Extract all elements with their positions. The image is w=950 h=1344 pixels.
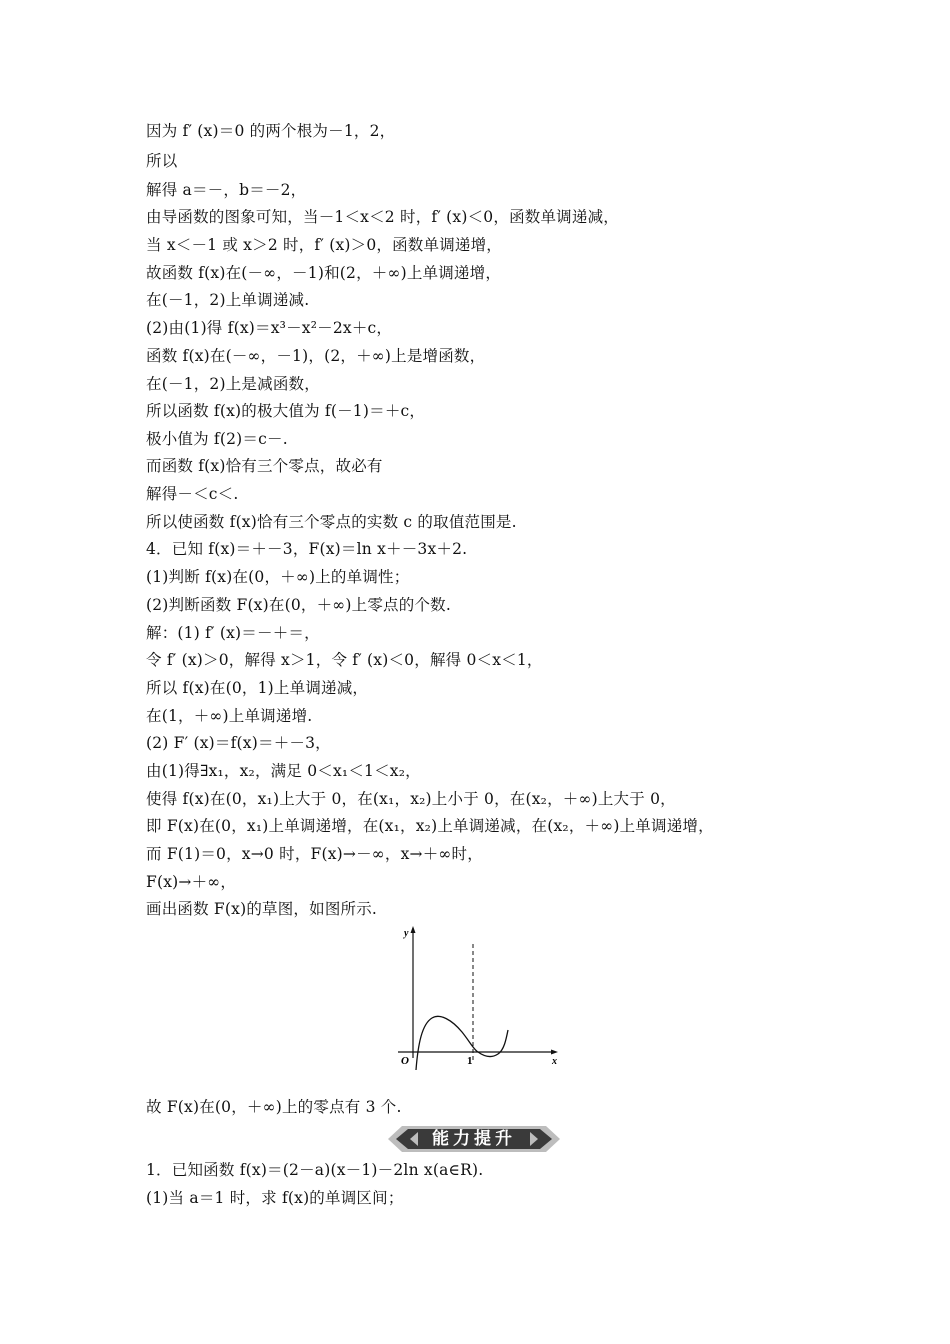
section-banner [388, 1122, 560, 1156]
text-line: (1)当 a＝1 时，求 f(x)的单调区间； [146, 1189, 404, 1207]
text-line: 由(1)得∃x₁，x₂，满足 0＜x₁＜1＜x₂， [146, 762, 421, 780]
text-line: (2)判断函数 F(x)在(0，＋∞)上零点的个数. [146, 596, 451, 614]
text-line: 所以 f(x)在(0，1)上单调递减， [146, 679, 369, 697]
text-line: 在(－1，2)上单调递减. [146, 291, 310, 309]
text-line: 使得 f(x)在(0，x₁)上大于 0，在(x₁，x₂)上小于 0，在(x₂，＋∞)上大于 0， [146, 790, 676, 808]
text-line: 而 F(1)＝0，x→0 时，F(x)→－∞，x→＋∞时， [146, 845, 483, 863]
text-line: 极小值为 f(2)＝c－. [146, 430, 288, 448]
text-line: 解得 a＝－，b＝－2， [146, 181, 307, 199]
text-line: 1．已知函数 f(x)＝(2－a)(x－1)－2ln x(a∈R). [146, 1161, 484, 1179]
text-line: 即 F(x)在(0，x₁)上单调递增，在(x₁，x₂)上单调递减，在(x₂，＋∞)上单调递增， [146, 817, 714, 835]
text-line: 而函数 f(x)恰有三个零点，故必有 [146, 457, 383, 475]
function-sketch-figure [392, 924, 562, 1070]
text-line: 所以函数 f(x)的极大值为 f(－1)＝＋c， [146, 402, 426, 420]
function-curve [416, 1016, 508, 1070]
text-line: 画出函数 F(x)的草图，如图所示. [146, 900, 378, 918]
text-line: 在(－1，2)上是减函数， [146, 375, 320, 393]
text-line: 由导函数的图象可知，当－1＜x＜2 时，f′ (x)＜0，函数单调递减， [146, 208, 619, 226]
y-axis-arrow-icon [411, 926, 416, 933]
text-line: 当 x＜－1 或 x＞2 时，f′ (x)＞0，函数单调递增， [146, 236, 502, 254]
text-line: 在(1，＋∞)上单调递增. [146, 707, 313, 725]
text-line: 解：(1) f′ (x)＝－＋＝， [146, 624, 320, 642]
text-line: 解得－＜c＜. [146, 485, 239, 503]
banner-title: 能力提升 [432, 1129, 516, 1149]
y-axis-label: y [404, 928, 409, 939]
text-line: 所以 [146, 152, 178, 170]
text-line: 故 F(x)在(0，＋∞)上的零点有 3 个. [146, 1098, 402, 1116]
text-line: 函数 f(x)在(－∞，－1)，(2，＋∞)上是增函数， [146, 347, 486, 365]
text-line: F(x)→＋∞， [146, 873, 237, 891]
text-line: 所以使函数 f(x)恰有三个零点的实数 c 的取值范围是. [146, 513, 517, 531]
x-axis-label: x [552, 1056, 557, 1067]
text-line: (2) F′ (x)＝f(x)＝＋－3， [146, 734, 331, 752]
x-axis-arrow-icon [551, 1050, 558, 1055]
origin-label: O [401, 1055, 409, 1067]
text-line: 令 f′ (x)＞0，解得 x＞1，令 f′ (x)＜0，解得 0＜x＜1， [146, 651, 543, 669]
text-line: 因为 f′ (x)＝0 的两个根为－1，2， [146, 122, 396, 140]
text-line: 故函数 f(x)在(－∞，－1)和(2，＋∞)上单调递增， [146, 264, 502, 282]
text-line: (2)由(1)得 f(x)＝x³－x²－2x＋c， [146, 319, 393, 337]
text-line: 4．已知 f(x)＝＋－3，F(x)＝ln x＋－3x＋2. [146, 540, 468, 558]
text-line: (1)判断 f(x)在(0，＋∞)上的单调性； [146, 568, 410, 586]
tick-label-1: 1 [467, 1055, 473, 1067]
